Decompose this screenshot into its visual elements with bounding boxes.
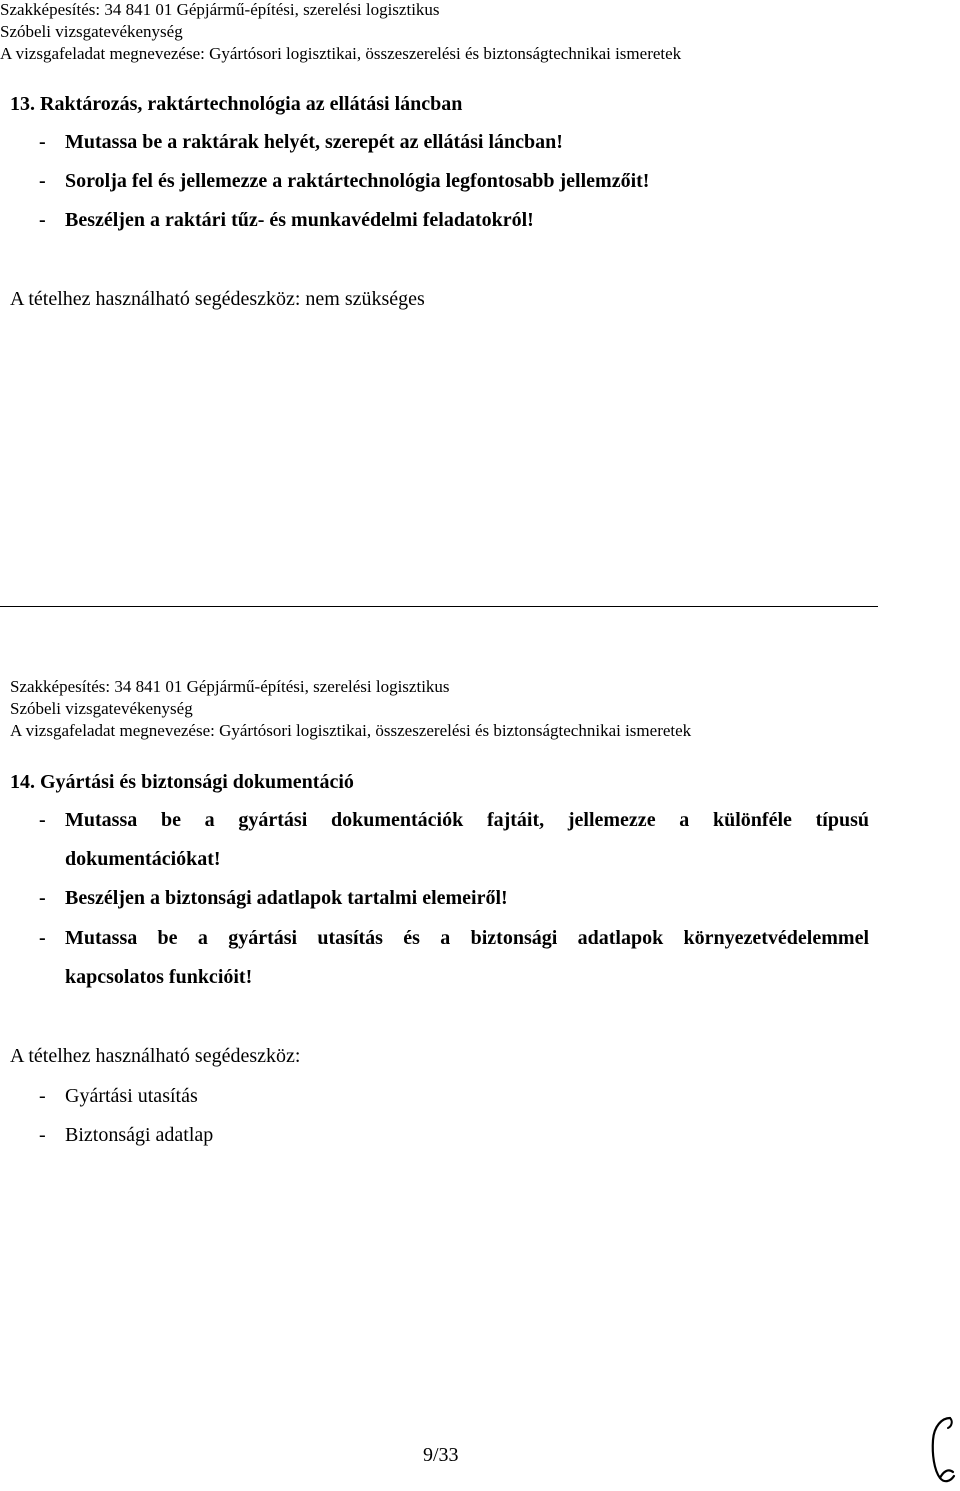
section-14-item-1-line-1 [39,809,869,832]
header-qualification-2: Szakképesítés: 34 841 01 Gépjármű-építési, szerelési logisztikus [10,677,450,696]
tool-item-1 [39,1085,198,1108]
item-text: Mutassa be a gyártási dokumentációk fajtáit, jellemezze a különféle típusú [65,809,869,831]
tool-text: Gyártási utasítás [65,1085,198,1107]
section-13-title: 13. Raktározás, raktártechnológia az ellátási láncban [10,93,463,115]
tool-item-2 [39,1124,213,1147]
section-13-item-1 [39,131,563,154]
dash: - [39,927,46,949]
header-task-name-2: A vizsgafeladat megnevezése: Gyártósori logisztikai, összeszerelési és biztonságtechnikai ismeretek [10,721,692,740]
section-13-item-2 [39,170,649,193]
section-14-item-3-line-1 [39,927,869,950]
section-14-item-3-line-2: kapcsolatos funkcióit! [65,966,253,988]
item-text: Mutassa be a raktárak helyét, szerepét az ellátási láncban! [65,131,563,153]
dash: - [39,1124,46,1146]
dash: - [39,209,46,231]
page-number: 9/33 [423,1444,459,1466]
dash: - [39,1085,46,1107]
item-text: Beszéljen a biztonsági adatlapok tartalmi elemeiről! [65,887,508,909]
header-qualification: Szakképesítés: 34 841 01 Gépjármű-építési, szerelési logisztikus [0,0,440,19]
item-text: Sorolja fel és jellemezze a raktártechnológia legfontosabb jellemzőit! [65,170,650,192]
section-13-tool-note: A tételhez használható segédeszköz: nem szükséges [10,288,425,310]
dash: - [39,131,46,153]
section-13-item-3 [39,209,534,232]
signature-icon [920,1412,960,1487]
header-exam-type-2: Szóbeli vizsgatevékenység [10,699,193,718]
section-14-title: 14. Gyártási és biztonsági dokumentáció [10,771,354,793]
item-text: Mutassa be a gyártási utasítás és a biztonsági adatlapok környezetvédelemmel [65,927,869,949]
section-14-item-2 [39,887,508,910]
header-task-name: A vizsgafeladat megnevezése: Gyártósori logisztikai, összeszerelési és biztonságtechnikai ismeretek [0,44,682,63]
header-exam-type: Szóbeli vizsgatevékenység [0,22,183,41]
dash: - [39,887,46,909]
dash: - [39,170,46,192]
dash: - [39,809,46,831]
section-14-item-1-line-2: dokumentációkat! [65,848,221,870]
item-text: Beszéljen a raktári tűz- és munkavédelmi feladatokról! [65,209,534,231]
page-separator-rule [0,606,878,607]
tool-text: Biztonsági adatlap [65,1124,214,1146]
section-14-tool-note: A tételhez használható segédeszköz: [10,1045,301,1067]
